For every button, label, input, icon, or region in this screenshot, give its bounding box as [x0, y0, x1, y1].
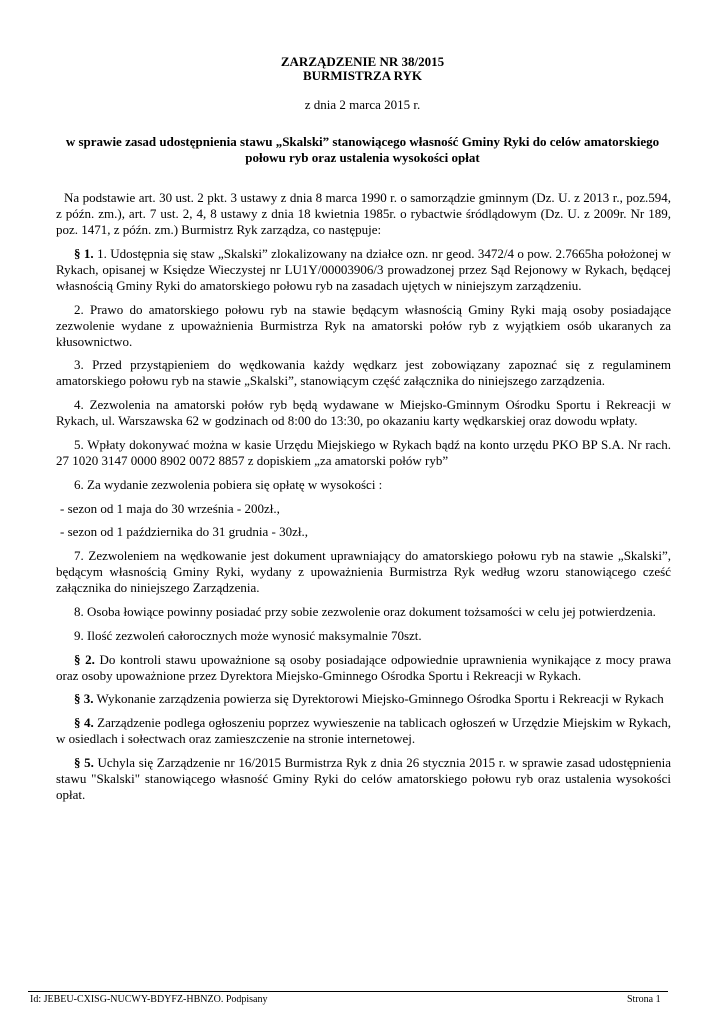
fee-item-1: - sezon od 1 maja do 30 września - 200zł.,	[60, 500, 280, 516]
paragraph-2: 2. Prawo do amatorskiego połowu ryb na stawie będącym własnością Gminy Ryki mają osoby posiadające zezwolenie wydane z upoważnienia Burmistrza Ryk na amatorski połów ryb z wyjątkiem osób ukaranych za kłusownictwo.	[56, 301, 671, 349]
section-5	[56, 755, 671, 803]
paragraph-6: 6. Za wydanie zezwolenia pobiera się opłatę w wysokości :	[74, 476, 383, 492]
document-authority: BURMISTRZA RYK	[302, 68, 423, 83]
footer-document-id: Id: JEBEU-CXISG-NUCWY-BDYFZ-HBNZO. Podpisany	[30, 994, 268, 1005]
paragraph-8: 8. Osoba łowiące powinny posiadać przy sobie zezwolenie oraz dokument tożsamości w celu jej potwierdzenia.	[74, 603, 656, 619]
paragraph-5: 5. Wpłaty dokonywać można w kasie Urzędu Miejskiego w Rykach bądź na konto urzędu PKO BP S.A. Nr rach. 27 1020 3147 0000 8902 0072 8857 z dopiskiem „za amatorski połów ryb”	[56, 436, 671, 468]
paragraph-7: 7. Zezwoleniem na wędkowanie jest dokument uprawniający do amatorskiego połowu ryb na stawie „Skalski”, będącym własnością Gminy Ryki, wydany z upoważnienia Burmistrza Ryk według wzoru stanowiącego cześć załącznika do niniejszego Zarządzenia.	[56, 548, 671, 596]
section-3-label: § 3.	[74, 691, 94, 707]
legal-basis-paragraph: Na podstawie art. 30 ust. 2 pkt. 3 ustawy z dnia 8 marca 1990 r. o samorządzie gminnym (Dz. U. z 2013 r., poz.594, z późn. zm.), art. 7 ust. 2, 4, 8 ustawy z dnia 18 kwietnia 1985r. o rybactwie śródlądowym (Dz. U. z 2009r. Nr 189, poz. 1471, z późn. zm.) Burmistrz Ryk zarządza, co następuje:	[56, 190, 671, 237]
document-title: ZARZĄDZENIE NR 38/2015	[280, 54, 445, 69]
section-2-label: § 2.	[74, 651, 95, 667]
section-1	[56, 246, 671, 294]
paragraph-3: 3. Przed przystąpieniem do wędkowania każdy wędkarz jest zobowiązany zapoznać się z regulaminem amatorskiego połowu ryb na stawie „Skalski”, stanowiącym część załącznika do niniejszego zarządzenia.	[56, 357, 671, 389]
section-4-text: Zarządzenie podlega ogłoszeniu poprzez wywieszenie na tablicach ogłoszeń w Urzędzie Miejskim w Rykach, w osiedlach i sołectwach oraz zamieszczenie na stronie internetowej.	[56, 715, 671, 747]
subject-line-1: w sprawie zasad udostępnienia stawu „Skalski” stanowiącego własność Gminy Ryki do celów amatorskiego	[65, 134, 660, 149]
section-1-label: § 1.	[74, 245, 94, 261]
section-3-text: Wykonanie zarządzenia powierza się Dyrektorowi Miejsko-Gminnego Ośrodka Sportu i Rekreacji w Rykach	[93, 691, 664, 707]
subject-line-2: połowu ryb oraz ustalenia wysokości opłat	[245, 150, 480, 165]
document-date: z dnia 2 marca 2015 r.	[304, 97, 421, 112]
document-body	[56, 190, 671, 811]
section-2-text: Do kontroli stawu upoważnione są osoby posiadające odpowiednie uprawnienia wynikające z mocy prawa oraz osoby upoważnione przez Dyrektora Miejsko-Gminnego Ośrodka Sportu i Rekreacji w Rykach.	[56, 651, 671, 683]
section-5-text: Uchyla się Zarządzenie nr 16/2015 Burmistrza Ryk z dnia 26 stycznia 2015 r. w sprawie zasad udostępnienia stawu "Skalski" stanowiącego własność Gminy Ryki do celów amatorskiego połowu ryb oraz ustalenia wysokości opłat.	[56, 754, 671, 802]
fee-item-2: - sezon od 1 października do 31 grudnia - 30zł.,	[60, 524, 309, 540]
section-4-label: § 4.	[74, 715, 94, 731]
document-subject	[60, 134, 665, 166]
section-3	[56, 691, 671, 707]
paragraph-4: 4. Zezwolenia na amatorski połów ryb będą wydawane w Miejsko-Gminnym Ośrodku Sportu i Rekreacji w Rykach, ul. Warszawska 62 w godzinach od 8:00 do 13:30, po okazaniu karty wędkarskiej oraz dowodu wpłaty.	[56, 397, 671, 429]
footer-divider	[28, 991, 668, 992]
paragraph-9: 9. Ilość zezwoleń całorocznych może wynosić maksymalnie 70szt.	[74, 627, 422, 643]
section-2	[56, 652, 671, 684]
section-1-text: 1. Udostępnia się staw „Skalski” zlokalizowany na działce ozn. nr geod. 3472/4 o pow. 2.7665ha położonej w Rykach, opisanej w Księdze Wieczystej nr LU1Y/00003906/3 prowadzonej przez Sąd Rejonowy w Rykach, będącej własnością Gminy Ryki do amatorskiego połowu ryb na zasadach ujętych w niniejszym zarządzeniu.	[56, 245, 672, 293]
section-5-label: § 5.	[74, 754, 94, 770]
section-4	[56, 715, 671, 747]
footer-page-number: Strona 1	[627, 994, 661, 1005]
